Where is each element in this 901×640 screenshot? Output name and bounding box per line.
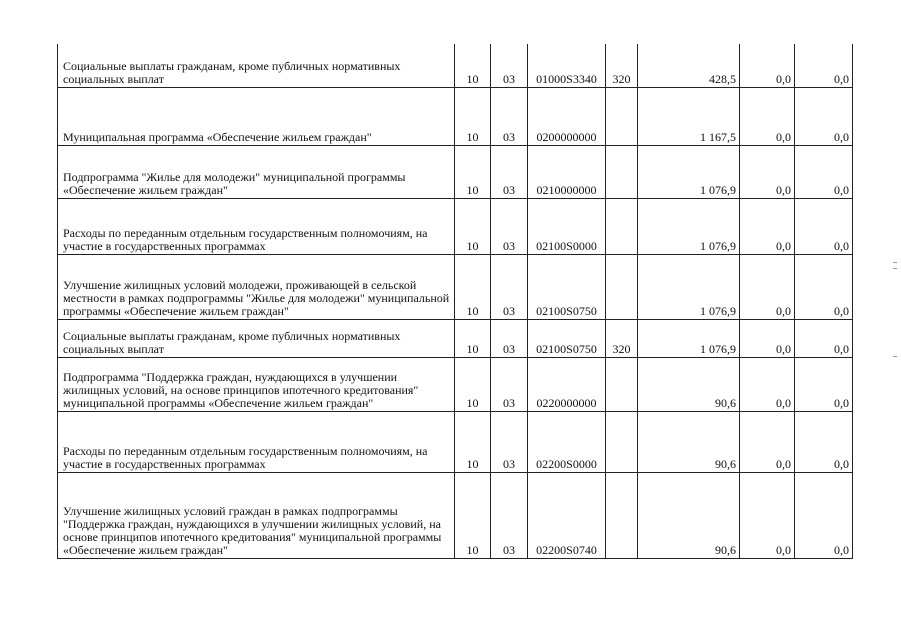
- amount-3: 0,0: [795, 411, 853, 472]
- target-article-code: 0210000000: [528, 145, 606, 198]
- amount-1: 428,5: [638, 44, 740, 87]
- target-article-code: 0200000000: [528, 87, 606, 145]
- subsection-code: 03: [491, 145, 528, 198]
- row-name: Расходы по переданным отдельным государственным полномочиям, на участие в государственных программах: [58, 198, 455, 254]
- target-article-code: 0220000000: [528, 357, 606, 411]
- expense-type-code: 320: [606, 319, 638, 357]
- subsection-code: 03: [491, 87, 528, 145]
- row-name: Социальные выплаты гражданам, кроме публичных нормативных социальных выплат: [58, 44, 455, 87]
- scan-mark: [893, 268, 897, 269]
- row-name: Муниципальная программа «Обеспечение жильем граждан": [58, 87, 455, 145]
- target-article-code: 01000S3340: [528, 44, 606, 87]
- target-article-code: 02100S0000: [528, 198, 606, 254]
- expense-type-code: [606, 411, 638, 472]
- table-row: [58, 357, 853, 411]
- amount-2: 0,0: [740, 254, 795, 319]
- table-row: [58, 411, 853, 472]
- amount-2: 0,0: [740, 198, 795, 254]
- scan-mark: [893, 356, 897, 357]
- section-code: 10: [455, 44, 491, 87]
- amount-2: 0,0: [740, 87, 795, 145]
- amount-3: 0,0: [795, 44, 853, 87]
- amount-3: 0,0: [795, 87, 853, 145]
- amount-2: 0,0: [740, 357, 795, 411]
- amount-2: 0,0: [740, 411, 795, 472]
- scan-mark: [893, 262, 897, 263]
- row-name: Расходы по переданным отдельным государственным полномочиям, на участие в государственных программах: [58, 411, 455, 472]
- amount-1: 1 076,9: [638, 254, 740, 319]
- amount-3: 0,0: [795, 145, 853, 198]
- row-name: Подпрограмма "Жилье для молодежи" муниципальной программы «Обеспечение жильем граждан": [58, 145, 455, 198]
- table-row: [58, 254, 853, 319]
- table-row: [58, 44, 853, 87]
- amount-3: 0,0: [795, 254, 853, 319]
- expense-type-code: [606, 87, 638, 145]
- amount-1: 1 167,5: [638, 87, 740, 145]
- table-row: [58, 319, 853, 357]
- subsection-code: 03: [491, 472, 528, 558]
- budget-table: [57, 44, 853, 559]
- table-row: [58, 198, 853, 254]
- target-article-code: 02100S0750: [528, 319, 606, 357]
- section-code: 10: [455, 411, 491, 472]
- row-name: Социальные выплаты гражданам, кроме публичных нормативных социальных выплат: [58, 319, 455, 357]
- row-name: Подпрограмма "Поддержка граждан, нуждающихся в улучшении жилищных условий, на основе принципов ипотечного кредитования" муниципальной программы «Обеспечение жильем граждан": [58, 357, 455, 411]
- amount-1: 90,6: [638, 357, 740, 411]
- section-code: 10: [455, 319, 491, 357]
- amount-1: 90,6: [638, 411, 740, 472]
- row-name: Улучшение жилищных условий граждан в рамках подпрограммы "Поддержка граждан, нуждающихся в улучшении жилищных условий, на основе принципов ипотечного кредитования" муниципальной программы «Обеспечение жильем граждан": [58, 472, 455, 558]
- subsection-code: 03: [491, 319, 528, 357]
- table-row: [58, 472, 853, 558]
- target-article-code: 02200S0000: [528, 411, 606, 472]
- row-name: Улучшение жилищных условий молодежи, проживающей в сельской местности в рамках подпрограммы "Жилье для молодежи" муниципальной программы «Обеспечение жильем граждан": [58, 254, 455, 319]
- amount-3: 0,0: [795, 198, 853, 254]
- section-code: 10: [455, 145, 491, 198]
- amount-1: 1 076,9: [638, 145, 740, 198]
- amount-1: 1 076,9: [638, 198, 740, 254]
- amount-1: 90,6: [638, 472, 740, 558]
- section-code: 10: [455, 87, 491, 145]
- subsection-code: 03: [491, 411, 528, 472]
- expense-type-code: [606, 198, 638, 254]
- amount-2: 0,0: [740, 145, 795, 198]
- subsection-code: 03: [491, 357, 528, 411]
- expense-type-code: 320: [606, 44, 638, 87]
- target-article-code: 02100S0750: [528, 254, 606, 319]
- amount-3: 0,0: [795, 472, 853, 558]
- subsection-code: 03: [491, 254, 528, 319]
- expense-type-code: [606, 357, 638, 411]
- target-article-code: 02200S0740: [528, 472, 606, 558]
- table-row: [58, 87, 853, 145]
- subsection-code: 03: [491, 44, 528, 87]
- section-code: 10: [455, 198, 491, 254]
- subsection-code: 03: [491, 198, 528, 254]
- expense-type-code: [606, 472, 638, 558]
- amount-1: 1 076,9: [638, 319, 740, 357]
- expense-type-code: [606, 254, 638, 319]
- expense-type-code: [606, 145, 638, 198]
- amount-3: 0,0: [795, 319, 853, 357]
- amount-2: 0,0: [740, 319, 795, 357]
- section-code: 10: [455, 357, 491, 411]
- section-code: 10: [455, 472, 491, 558]
- section-code: 10: [455, 254, 491, 319]
- table-row: [58, 145, 853, 198]
- amount-2: 0,0: [740, 472, 795, 558]
- amount-3: 0,0: [795, 357, 853, 411]
- amount-2: 0,0: [740, 44, 795, 87]
